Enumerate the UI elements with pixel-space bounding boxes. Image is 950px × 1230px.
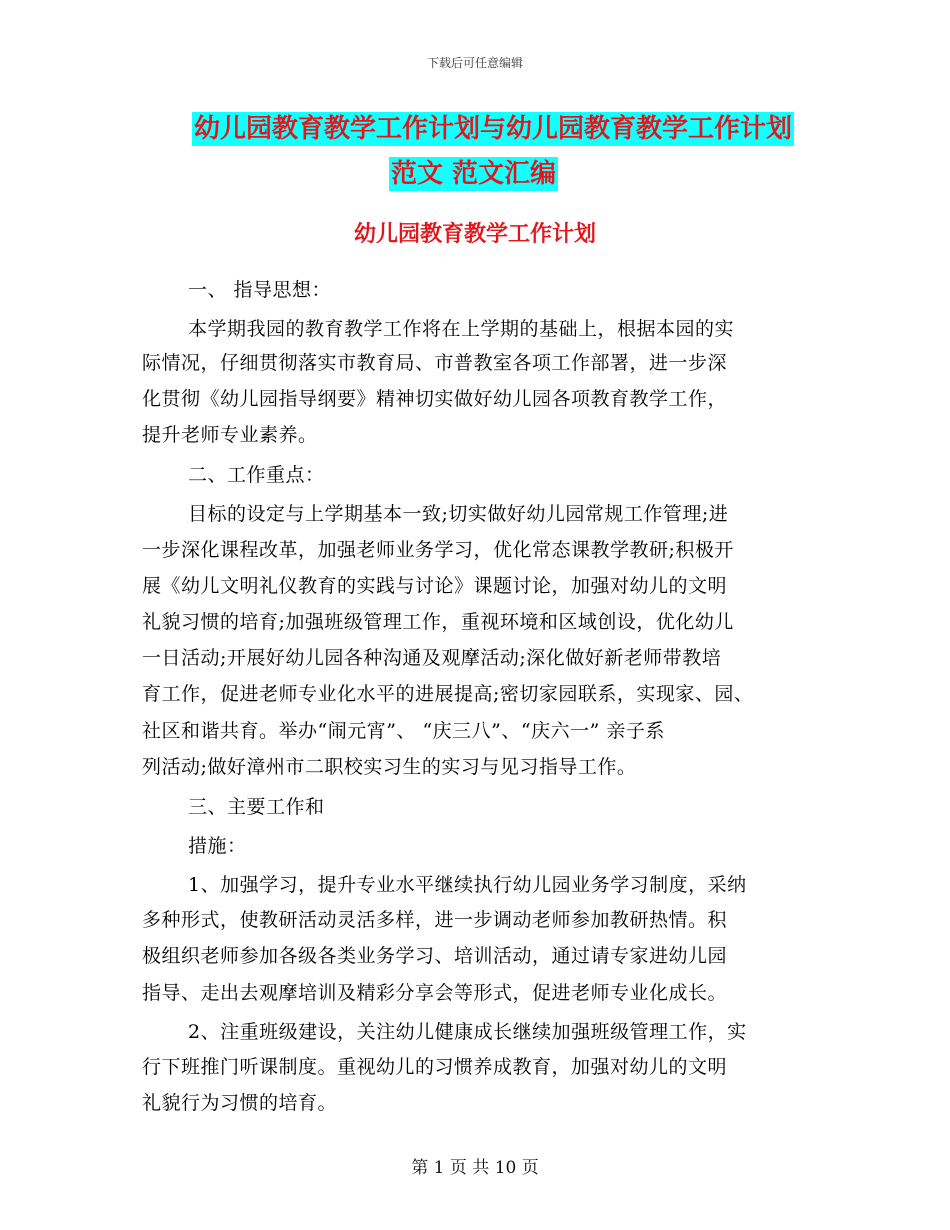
section-title: 幼儿园教育教学工作计划	[353, 222, 596, 247]
paragraph-line: 一步深化课程改革，加强老师业务学习，优化常态课教学教研;积极开	[142, 539, 734, 561]
paragraph-line: 1、加强学习，提升专业水平继续执行幼儿园业务学习制度，采纳	[188, 874, 747, 896]
header-note: 下载后可任意编辑	[426, 56, 523, 70]
paragraph-line: 极组织老师参加各级各类业务学习、培训活动，通过请专家进幼儿园	[142, 945, 728, 967]
paragraph-line: 指导、走出去观摩培训及精彩分享会等形式，促进老师专业化成长。	[142, 982, 728, 1004]
paragraph-line: 列活动;做好漳州市二职校实习生的实习与见习指导工作。	[142, 756, 637, 778]
document-title-line-1: 幼儿园教育教学工作计划与幼儿园教育教学工作计划	[194, 114, 793, 144]
paragraph-line: 社区和谐共育。举办“闹元宵”、 “庆三八”、“庆六一” 亲子系	[142, 720, 665, 742]
paragraph-line: 2、注重班级建设，关注幼儿健康成长继续加强班级管理工作，实	[188, 1021, 747, 1043]
heading-main-work: 三、主要工作和	[188, 796, 325, 818]
paragraph-line: 展《幼儿文明礼仪教育的实践与讨论》课题讨论，加强对幼儿的文明	[142, 575, 728, 597]
paragraph-line: 化贯彻《幼儿园指导纲要》精神切实做好幼儿园各项教育教学工作，	[142, 388, 728, 410]
page-footer: 第 1 页 共 10 页	[411, 1158, 539, 1178]
paragraph-line: 际情况，仔细贯彻落实市教育局、市普教室各项工作部署，进一步深	[142, 352, 728, 374]
paragraph-line: 目标的设定与上学期基本一致;切实做好幼儿园常规工作管理;进	[188, 503, 729, 525]
document-title-line-2: 范文 范文汇编	[391, 159, 557, 189]
paragraph-line: 多种形式，使教研活动灵活多样，进一步调动老师参加教研热情。积	[142, 909, 728, 931]
paragraph-line: 礼貌习惯的培育;加强班级管理工作，重视环境和区域创设，优化幼儿	[142, 611, 734, 633]
heading-measures: 措施：	[188, 835, 247, 857]
paragraph-line: 育工作，促进老师专业化水平的进展提高;密切家园联系，实现家、园、	[142, 683, 754, 705]
paragraph-line: 本学期我园的教育教学工作将在上学期的基础上，根据本园的实	[188, 318, 735, 340]
paragraph-line: 提升老师专业素养。	[142, 424, 318, 446]
heading-work-focus: 二、工作重点：	[188, 464, 325, 486]
paragraph-line: 礼貌行为习惯的培育。	[142, 1092, 338, 1114]
paragraph-line: 一日活动;开展好幼儿园各种沟通及观摩活动;深化做好新老师带教培	[142, 647, 722, 669]
heading-guiding-ideology: 一、 指导思想：	[188, 279, 332, 301]
paragraph-line: 行下班推门听课制度。重视幼儿的习惯养成教育，加强对幼儿的文明	[142, 1056, 728, 1078]
